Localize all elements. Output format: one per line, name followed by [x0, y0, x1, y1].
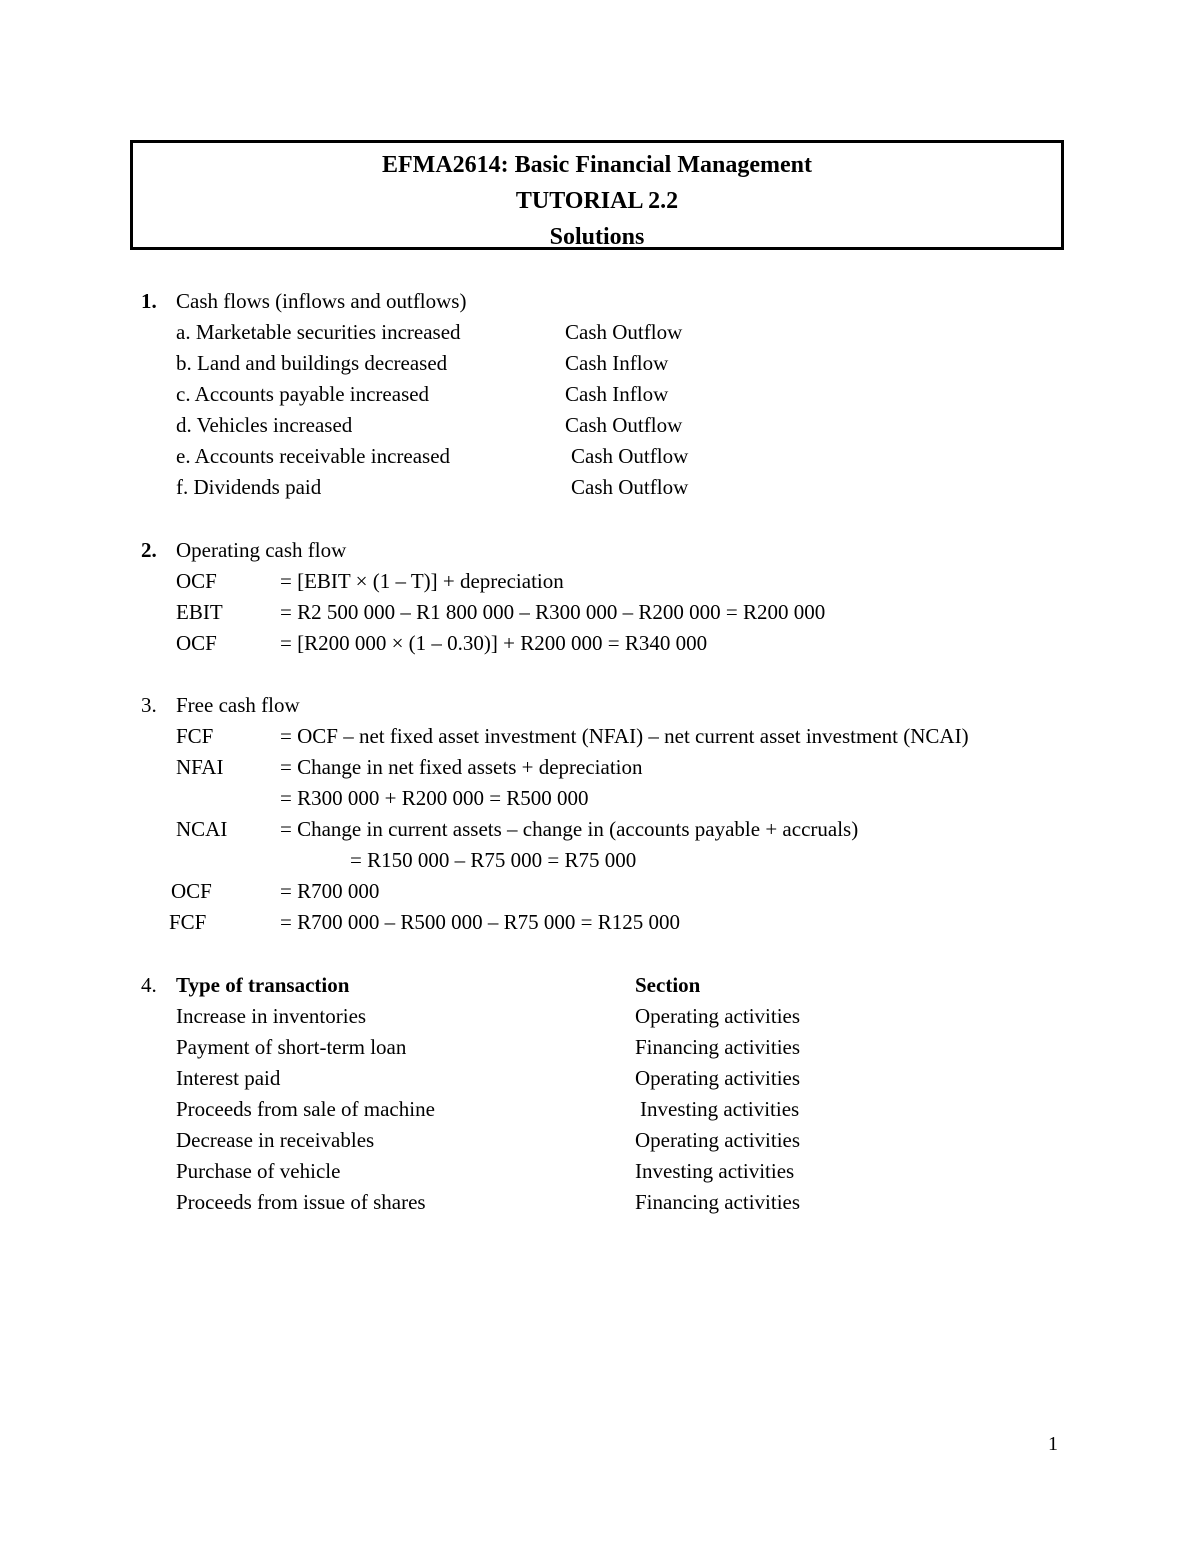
q3-title: Free cash flow	[176, 693, 300, 717]
q4-transaction: Increase in inventories	[176, 1004, 367, 1028]
q4-transaction: Proceeds from sale of machine	[176, 1097, 435, 1121]
q3-number: 3.	[141, 693, 157, 717]
q3-term: FCF	[176, 724, 214, 748]
q1-item-answer: Cash Inflow	[565, 351, 669, 375]
q2-expression: = R2 500 000 – R1 800 000 – R300 000 – R200 000 = R200 000	[280, 600, 826, 624]
q3-expression: = R300 000 + R200 000 = R500 000	[280, 786, 589, 810]
q3-expression: = R700 000	[280, 879, 380, 903]
q3-term: NFAI	[176, 755, 224, 779]
q4-section: Investing activities	[640, 1097, 800, 1121]
q1-item-label: c. Accounts payable increased	[176, 382, 430, 406]
q3-expression: = R150 000 – R75 000 = R75 000	[350, 848, 637, 872]
q2-term: OCF	[176, 569, 217, 593]
course-title: EFMA2614: Basic Financial Management	[382, 152, 812, 178]
q1-item-label: b. Land and buildings decreased	[176, 351, 448, 375]
q4-header-section: Section	[635, 973, 701, 997]
q4-section: Financing activities	[635, 1190, 801, 1214]
q1-item-answer: Cash Outflow	[565, 320, 683, 344]
q3-term: NCAI	[176, 817, 228, 841]
q2-expression: = [R200 000 × (1 – 0.30)] + R200 000 = R340 000	[280, 631, 708, 655]
page-number: 1	[1048, 1433, 1058, 1455]
q4-section: Operating activities	[635, 1128, 801, 1152]
q2-expression: = [EBIT × (1 – T)] + depreciation	[280, 569, 564, 593]
q1-number: 1.	[141, 289, 157, 313]
q3-term: OCF	[171, 879, 212, 903]
q1-item-label: a. Marketable securities increased	[176, 320, 461, 344]
q4-section: Operating activities	[635, 1066, 801, 1090]
q2-number: 2.	[141, 538, 157, 562]
q1-title: Cash flows (inflows and outflows)	[176, 289, 467, 313]
q4-transaction: Payment of short-term loan	[176, 1035, 407, 1059]
q1-item-answer: Cash Inflow	[565, 382, 669, 406]
q2-term: OCF	[176, 631, 217, 655]
q3-expression: = Change in current assets – change in (accounts payable + accruals)	[280, 817, 859, 841]
q4-section: Investing activities	[635, 1159, 795, 1183]
q1-item-label: e. Accounts receivable increased	[176, 444, 451, 468]
q4-transaction: Purchase of vehicle	[176, 1159, 341, 1183]
q1-item-answer: Cash Outflow	[565, 413, 683, 437]
q4-number: 4.	[141, 973, 157, 997]
q1-item-label: f. Dividends paid	[176, 475, 322, 499]
tutorial-title: TUTORIAL 2.2	[515, 188, 679, 214]
solutions-subtitle: Solutions	[549, 224, 645, 250]
q3-expression: = Change in net fixed assets + depreciation	[280, 755, 643, 779]
q1-item-answer: Cash Outflow	[571, 475, 689, 499]
q4-transaction: Proceeds from issue of shares	[176, 1190, 426, 1214]
q1-item-answer: Cash Outflow	[571, 444, 689, 468]
q2-title: Operating cash flow	[176, 538, 347, 562]
q3-term: FCF	[169, 910, 207, 934]
q4-transaction: Decrease in receivables	[176, 1128, 375, 1152]
q1-item-label: d. Vehicles increased	[176, 413, 353, 437]
q2-term: EBIT	[176, 600, 223, 624]
q4-transaction: Interest paid	[176, 1066, 281, 1090]
q4-header-type: Type of transaction	[176, 973, 350, 997]
q4-section: Financing activities	[635, 1035, 801, 1059]
q3-expression: = OCF – net fixed asset investment (NFAI) – net current asset investment (NCAI)	[280, 724, 969, 748]
title-box	[130, 140, 1064, 250]
q3-expression: = R700 000 – R500 000 – R75 000 = R125 000	[280, 910, 680, 934]
q4-section: Operating activities	[635, 1004, 801, 1028]
